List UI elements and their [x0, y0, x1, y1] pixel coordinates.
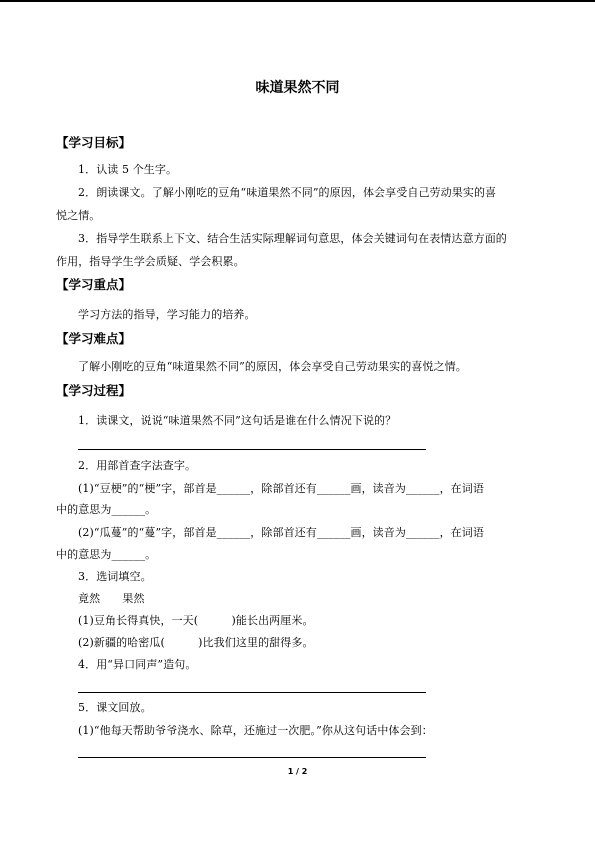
section-heading-process: 【学习过程】 [56, 383, 132, 398]
objective-item: 2．朗读课文。了解小刚吃的豆角“味道果然不同”的原因，体会享受自己劳动果实的喜 [78, 186, 497, 199]
answer-line [78, 449, 426, 450]
key-points-text: 学习方法的指导，学习能力的培养。 [78, 308, 256, 321]
answer-line [78, 692, 426, 693]
process-subquestion: (1)“他每天帮助爷爷浇水、除草，还施过一次肥。”你从这句话中体会到： [78, 724, 433, 737]
page-number: 1 / 2 [287, 767, 308, 776]
process-subquestion: (1)“豆梗”的“梗”字，部首是______，除部首还有______画，读音为______，在词语 [78, 482, 484, 495]
process-subquestion: (1)豆角长得真快，一天( )能长出两厘米。 [78, 614, 314, 627]
objective-item-continued: 悦之情。 [56, 209, 101, 222]
process-question: 3．选词填空。 [78, 570, 152, 583]
process-subquestion-continued: 中的意思为______。 [56, 548, 157, 561]
process-subquestion: (2)“瓜蔓”的“蔓”字，部首是______，除部首还有______画，读音为______，在词语 [78, 526, 484, 539]
process-question: 5．课文回放。 [78, 701, 152, 714]
page-top-border [0, 0, 595, 2]
objective-item: 3．指导学生联系上下文、结合生活实际理解词句意思，体会关键词句在表情达意方面的 [78, 232, 507, 245]
process-question: 2．用部首查字法查字。 [78, 459, 197, 472]
objective-item-continued: 作用，指导学生学会质疑、学会积累。 [56, 255, 245, 268]
process-question: 4．用“异口同声”造句。 [78, 658, 197, 671]
process-subquestion-continued: 中的意思为______。 [56, 503, 157, 516]
section-heading-key-points: 【学习重点】 [56, 277, 132, 292]
section-heading-objectives: 【学习目标】 [56, 135, 132, 150]
section-heading-difficulties: 【学习难点】 [56, 331, 132, 346]
objective-item: 1．认读 5 个生字。 [78, 163, 178, 176]
process-question: 1．读课文，说说“味道果然不同”这句话是谁在什么情况下说的？ [78, 414, 397, 427]
word-choices: 竟然 果然 [78, 592, 145, 605]
answer-line [78, 757, 426, 758]
process-subquestion: (2)新疆的哈密瓜( )比我们这里的甜得多。 [78, 636, 314, 649]
document-title: 味道果然不同 [255, 80, 340, 96]
difficulties-text: 了解小刚吃的豆角“味道果然不同”的原因，体会享受自己劳动果实的喜悦之情。 [78, 360, 467, 373]
